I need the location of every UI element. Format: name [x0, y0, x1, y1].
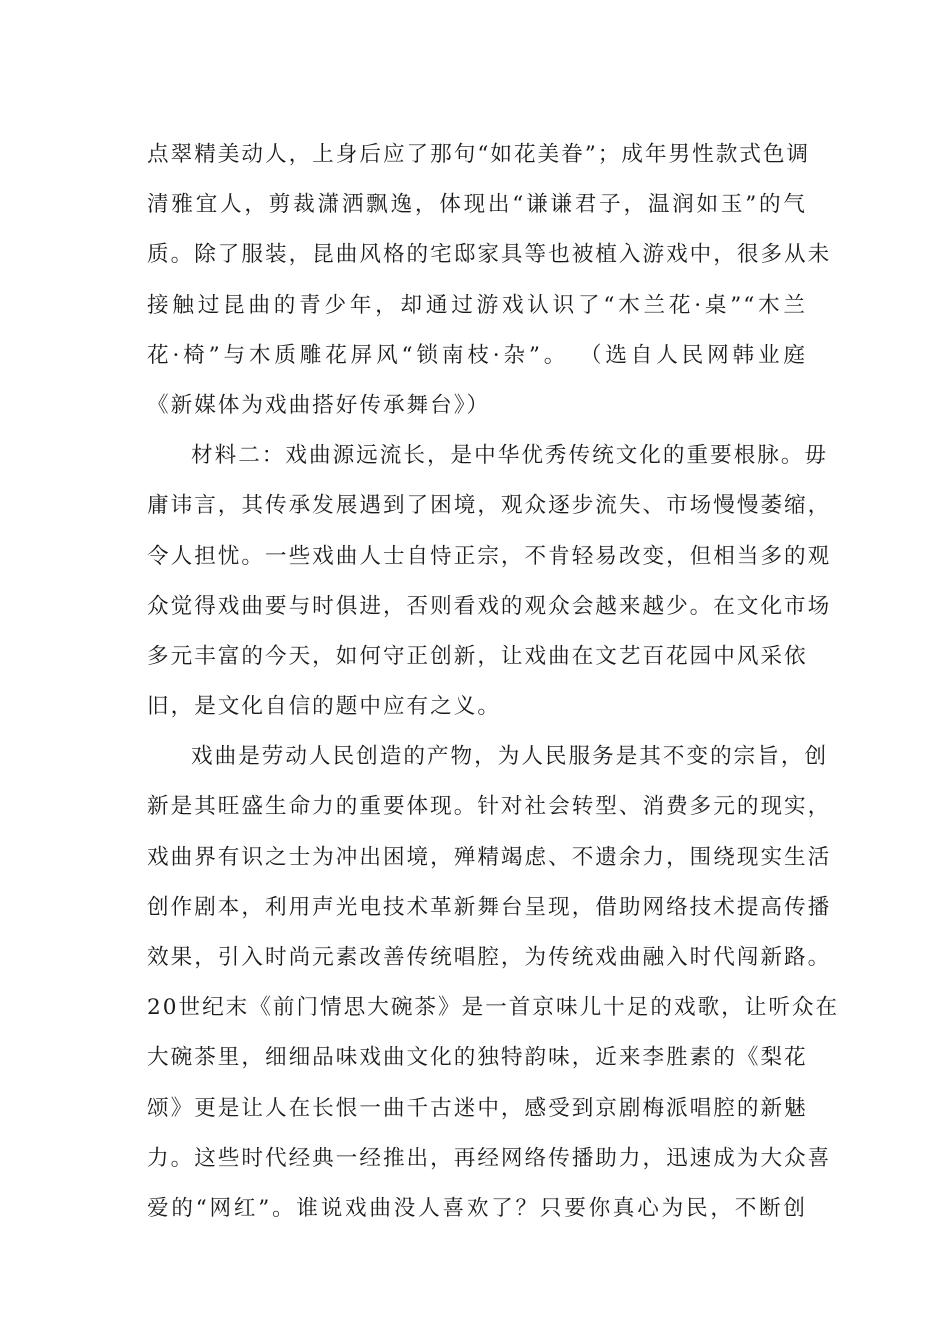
source-citation-line: 《新媒体为戏曲搭好传承舞台》） [147, 392, 491, 418]
text-line: 接触过昆曲的青少年，却通过游戏认识了“木兰花·桌”“木兰 [147, 292, 807, 318]
text-line: 令人担忧。一些戏曲人士自恃正宗，不肯轻易改变，但相当多的观 [147, 543, 832, 569]
text-line: 清雅宜人，剪裁潇洒飘逸，体现出“谦谦君子，温润如玉”的气 [147, 192, 807, 218]
text-line: 点翠精美动人，上身后应了那句“如花美眷”；成年男性款式色调 [147, 142, 811, 167]
text-line: 众觉得戏曲要与时俱进，否则看戏的观众会越来越少。在文化市场 [147, 593, 832, 619]
text-line: 效果，引入时尚元素改善传统唱腔，为传统戏曲融入时代闯新路。 [147, 945, 832, 970]
text-line: 大碗茶里，细细品味戏曲文化的独特韵味，近来李胜素的《梨花 [147, 1045, 808, 1071]
text-line: 20世纪末《前门情思大碗茶》是一首京味儿十足的戏歌，让听众在 [147, 995, 840, 1021]
text-line: 力。这些时代经典一经推出，再经网络传播助力，迅速成为大众喜 [147, 1145, 832, 1171]
text-line: 创作剧本，利用声光电技术革新舞台呈现，借助网络技术提高传播 [147, 894, 832, 920]
paragraph-start-line: 材料二：戏曲源远流长，是中华优秀传统文化的重要根脉。毋 [191, 443, 829, 469]
text-line: 庸讳言，其传承发展遇到了困境，观众逐步流失、市场慢慢萎缩， [147, 493, 832, 519]
text-line: 旧，是文化自信的题中应有之义。 [147, 694, 501, 720]
body-text [147, 130, 840, 1234]
paragraph-start-line: 戏曲是劳动人民创造的产物，为人民服务是其不变的宗旨，创 [191, 744, 829, 770]
text-line: 新是其旺盛生命力的重要体现。针对社会转型、消费多元的现实， [147, 794, 832, 820]
text-line: 多元丰富的今天，如何守正创新，让戏曲在文艺百花园中风采依 [147, 643, 808, 669]
text-line: 质。除了服装，昆曲风格的宅邸家具等也被植入游戏中，很多从未 [147, 242, 832, 268]
text-line: 花·椅”与木质雕花屏风“锁南枝·杂”。 （选自人民网韩业庭 [147, 342, 807, 368]
text-line: 爱的“网红”。谁说戏曲没人喜欢了？只要你真心为民，不断创 [147, 1195, 807, 1221]
text-line: 戏曲界有识之士为冲出困境，殚精竭虑、不遗余力，围绕现实生活 [147, 844, 832, 870]
text-line: 颂》更是让人在长恨一曲千古迷中，感受到京剧梅派唱腔的新魅 [147, 1095, 808, 1121]
